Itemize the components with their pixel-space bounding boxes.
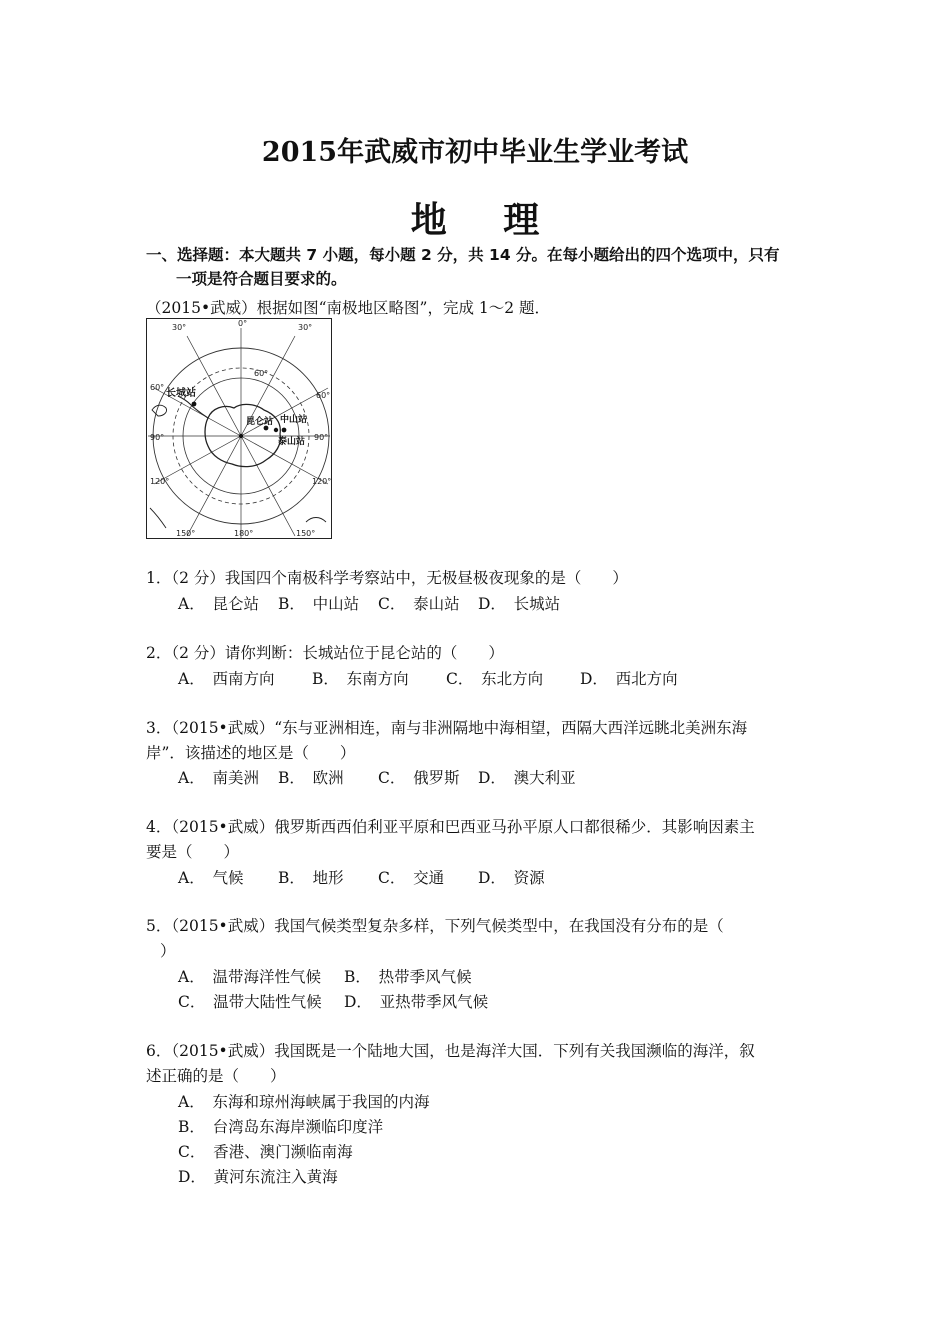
map-label-60-left: 60°	[150, 383, 165, 392]
zhongshan-station-label: 中山站	[280, 415, 308, 425]
map-label-90-right: 90°	[314, 433, 329, 442]
zhongshan-station-dot	[282, 428, 287, 433]
q1-option-c: C． 泰山站	[378, 595, 460, 613]
q2-option-a: A． 西南方向	[178, 670, 275, 688]
map-label-30-left: 30°	[172, 323, 187, 332]
antarctica-map	[146, 318, 332, 539]
q2-option-c: C． 东北方向	[446, 670, 544, 688]
question-4-stem-cont: 要是（ ）	[146, 843, 240, 861]
q3-option-b: B． 欧洲	[278, 769, 344, 787]
q4-option-c: C． 交通	[378, 869, 445, 887]
q1-option-b: B． 中山站	[278, 595, 360, 613]
q5-option-b: B． 热带季风气候	[344, 968, 472, 986]
map-label-150-left: 150°	[176, 529, 196, 538]
taishan-station-dot	[274, 428, 278, 432]
question-4-stem: 4．（2015•武威）俄罗斯西西伯利亚平原和巴西亚马孙平原人口都很稀少．其影响因素主	[146, 818, 755, 836]
q1-option-d: D． 长城站	[478, 595, 561, 613]
question-6-stem-cont: 述正确的是（ ）	[146, 1067, 286, 1085]
q5-option-d: D． 亚热带季风气候	[344, 993, 489, 1011]
q4-option-d: D． 资源	[478, 869, 545, 887]
q1-option-a: A． 昆仑站	[178, 595, 259, 613]
q4-option-b: B． 地形	[278, 869, 344, 887]
section-line-1: 一、选择题：本大题共 7 小题，每小题 2 分，共 14 分。在每小题给出的四个选项中，只有	[146, 246, 780, 264]
question-6-stem: 6．（2015•武威）我国既是一个陆地大国，也是海洋大国．下列有关我国濒临的海洋，叙	[146, 1042, 755, 1060]
q5-option-a: A． 温带海洋性气候	[178, 968, 321, 986]
q3-option-c: C． 俄罗斯	[378, 769, 460, 787]
question-5-stem-cont: ）	[160, 942, 176, 960]
map-label-150-right: 150°	[296, 529, 316, 538]
q6-option-a: A． 东海和琼州海峡属于我国的内海	[178, 1093, 430, 1111]
map-label-90-left: 90°	[150, 433, 165, 442]
section-instructions	[146, 243, 808, 291]
q2-option-d: D． 西北方向	[580, 670, 678, 688]
question-2-stem: 2．（2 分）请你判断：长城站位于昆仑站的（ ）	[146, 644, 504, 662]
q6-option-c: C． 香港、澳门濒临南海	[178, 1143, 353, 1161]
map-label-60-ring: 60°	[254, 369, 269, 378]
q4-option-a: A． 气候	[178, 869, 244, 887]
question-3-stem: 3．（2015•武威）“东与亚洲相连，南与非洲隔地中海相望，西隔大西洋远眺北美洲东海	[146, 719, 748, 737]
q6-option-b: B． 台湾岛东海岸濒临印度洋	[178, 1118, 384, 1136]
taishan-station-label: 泰山站	[278, 437, 306, 447]
map-frame	[147, 319, 332, 539]
map-label-60-right: 60°	[316, 391, 331, 400]
map-label-120-left: 120°	[150, 477, 170, 486]
section-line-2: 一项是符合题目要求的。	[176, 270, 347, 288]
map-label-30-right: 30°	[298, 323, 313, 332]
question-5-stem: 5．（2015•武威）我国气候类型复杂多样，下列气候类型中，在我国没有分布的是（	[146, 917, 724, 935]
changcheng-station-label: 长城站	[166, 388, 196, 399]
q5-option-c: C． 温带大陆性气候	[178, 993, 322, 1011]
question-3-stem-cont: 岸”．该描述的地区是（ ）	[146, 744, 356, 762]
q3-option-a: A． 南美洲	[178, 769, 259, 787]
q6-option-d: D． 黄河东流注入黄海	[178, 1168, 338, 1186]
map-intro: （2015•武威）根据如图“南极地区略图”，完成 1～2 题．	[146, 299, 551, 317]
subject-heading: 地 理	[410, 199, 562, 241]
south-pole-dot	[239, 434, 243, 438]
q2-option-b: B． 东南方向	[312, 670, 409, 688]
q3-option-d: D． 澳大利亚	[478, 769, 576, 787]
map-label-120-right: 120°	[312, 477, 332, 486]
changcheng-station-dot	[192, 402, 197, 407]
map-label-180: 180°	[234, 529, 254, 538]
kunlun-station-label: 昆仑站	[246, 417, 274, 427]
map-label-0: 0°	[238, 319, 248, 328]
exam-title: 2015年武威市初中毕业生学业考试	[261, 137, 689, 168]
question-1-stem: 1．（2 分）我国四个南极科学考察站中，无极昼极夜现象的是（ ）	[146, 569, 628, 587]
